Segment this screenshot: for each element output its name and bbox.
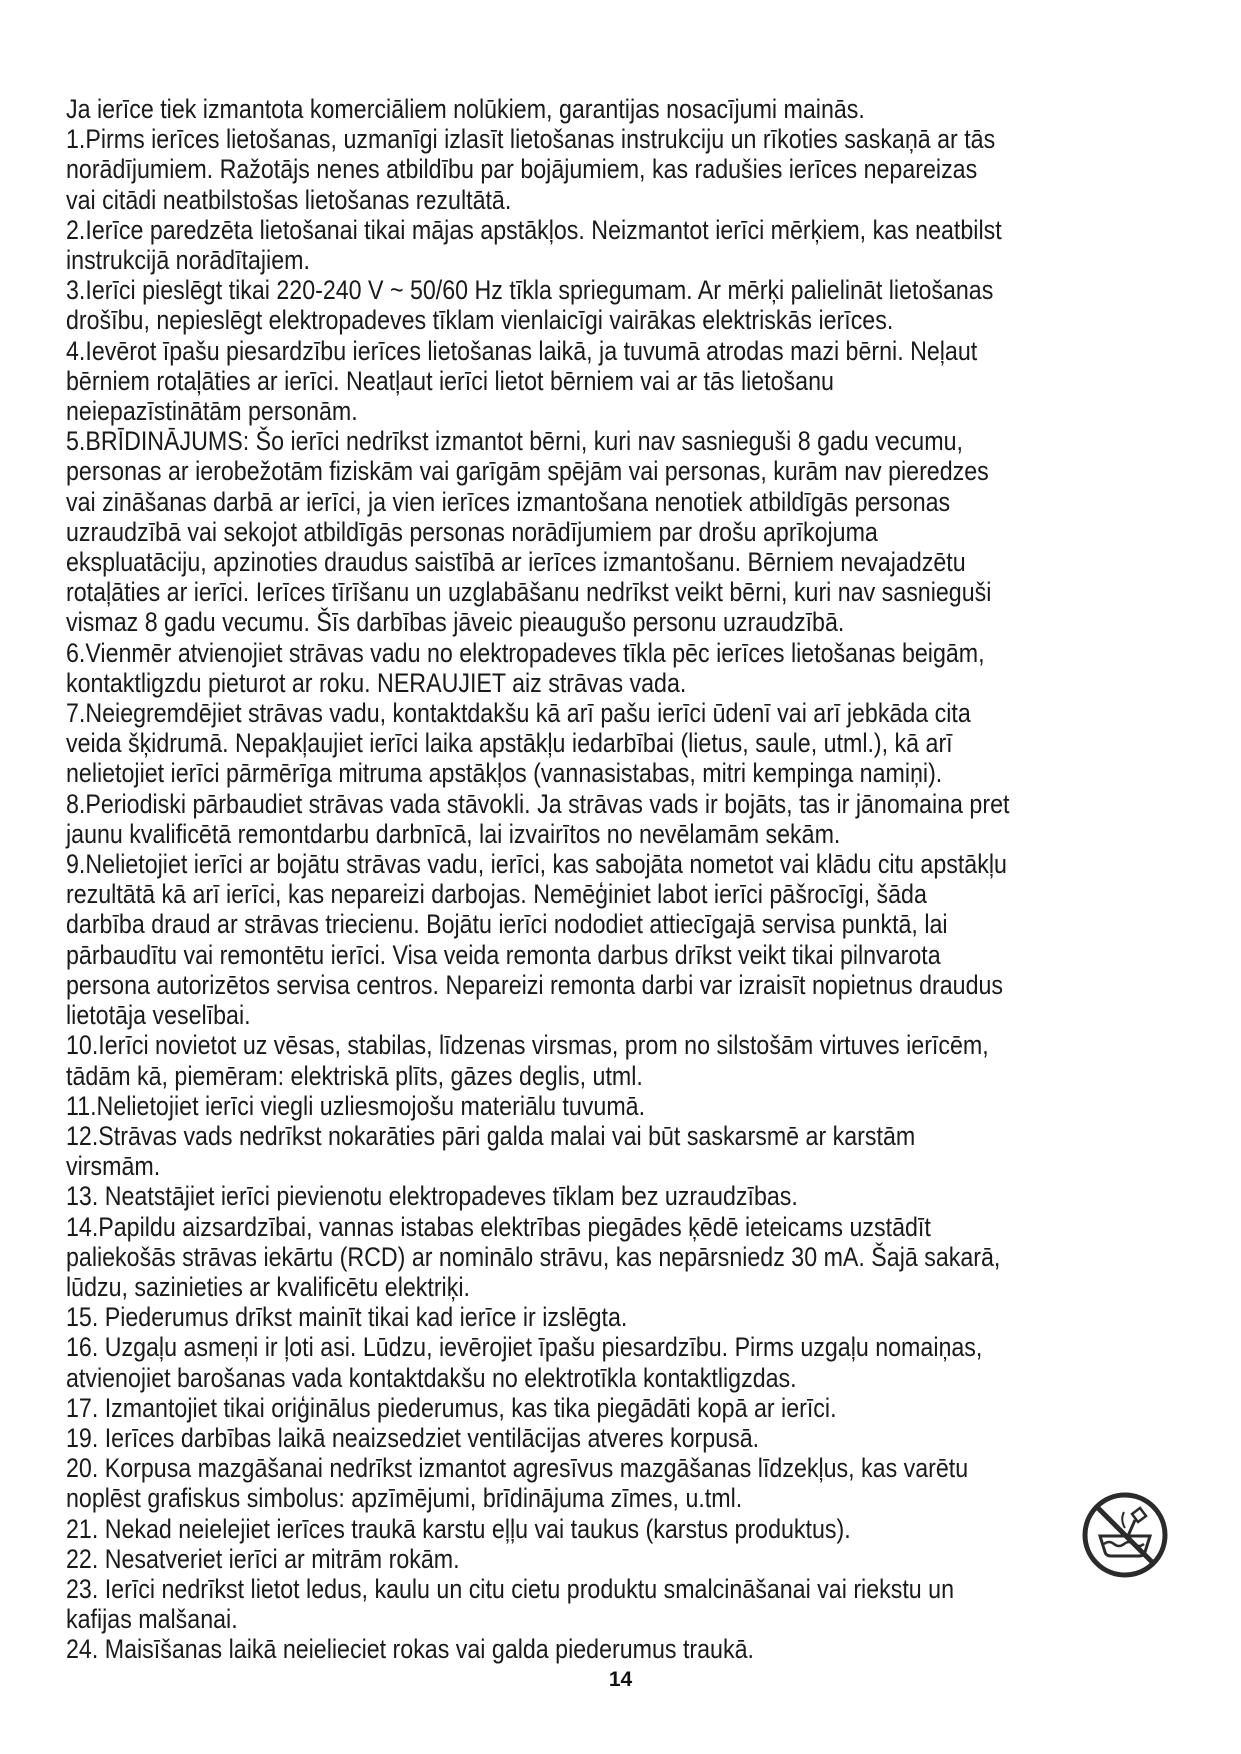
text-line: rotaļāties ar ierīci. Ierīces tīrīšanu un uzglabāšanu nedrīkst veikt bērni, kuri nav sasnieguši	[66, 577, 992, 608]
text-line: instrukcijā norādītajiem.	[66, 245, 310, 276]
text-line: paliekošās strāvas iekārtu (RCD) ar nominālo strāvu, kas nepārsniedz 30 mA. Šajā sakarā,	[66, 1241, 1001, 1272]
text-line: 21. Nekad neielejiet ierīces traukā karstu eļļu vai taukus (karstus produktus).	[66, 1513, 851, 1544]
text-line: noplēst grafiskus simbolus: apzīmējumi, brīdinājuma zīmes, u.tml.	[66, 1483, 743, 1514]
text-line: 1.Pirms ierīces lietošanas, uzmanīgi izlasīt lietošanas instrukciju un rīkoties saskaņā ar tās	[66, 124, 996, 155]
text-line: 3.Ierīci pieslēgt tikai 220-240 V ~ 50/60 Hz tīkla spriegumam. Ar mērķi palielināt lietošanas	[66, 275, 994, 306]
text-line: jaunu kvalificētā remontdarbu darbnīcā, lai izvairītos no nevēlamām sekām.	[66, 818, 841, 849]
text-line: kontaktligzdu pieturot ar roku. NERAUJIET aiz strāvas vada.	[66, 667, 687, 698]
manual-page	[66, 94, 1186, 1665]
text-line: veida šķidrumā. Nepakļaujiet ierīci laika apstākļu iedarbībai (lietus, saule, utml.), kā arī	[66, 728, 953, 759]
text-line: 2.Ierīce paredzēta lietošanai tikai mājas apstākļos. Neizmantot ierīci mērķiem, kas neatbilst	[66, 214, 1002, 245]
text-line: vai citādi neatbilstošas lietošanas rezultātā.	[66, 184, 512, 215]
text-line: 19. Ierīces darbības laikā neaizsedziet ventilācijas atveres korpusā.	[66, 1422, 760, 1453]
text-line: norādījumiem. Ražotājs nenes atbildību par bojājumiem, kas radušies ierīces nepareizas	[66, 154, 978, 185]
text-line: ekspluatāciju, apzinoties draudus saistībā ar ierīces izmantošanu. Bērniem nevajadzētu	[66, 547, 966, 578]
text-line: 5.BRĪDINĀJUMS: Šo ierīci nedrīkst izmantot bērni, kuri nav sasnieguši 8 gadu vecumu,	[66, 426, 963, 457]
text-line: 9.Nelietojiet ierīci ar bojātu strāvas vadu, ierīci, kas sabojāta nometot vai klādu citu apstākļu	[66, 849, 1007, 880]
text-line: tādām kā, piemēram: elektriskā plīts, gāzes deglis, utml.	[66, 1060, 643, 1091]
text-line: vismaz 8 gadu vecumu. Šīs darbības jāveic pieaugušo personu uzraudzībā.	[66, 607, 845, 638]
text-line: 23. Ierīci nedrīkst lietot ledus, kaulu un citu cietu produktu smalcināšanai vai riekstu un	[66, 1573, 954, 1604]
text-line: 4.Ievērot īpašu piesardzību ierīces lietošanas laikā, ja tuvumā atrodas mazi bērni. Neļaut	[66, 335, 978, 366]
text-line: 15. Piederumus drīkst mainīt tikai kad ierīce ir izslēgta.	[66, 1302, 628, 1333]
text-line: neiepazīstinātām personām.	[66, 396, 358, 427]
text-line: persona autorizētos servisa centros. Nepareizi remonta darbi var izraisīt nopietnus draudus	[66, 969, 1004, 1000]
text-line: drošību, nepieslēgt elektropadeves tīklam vienlaicīgi vairākas elektriskās ierīces.	[66, 305, 894, 336]
text-line: 11.Nelietojiet ierīci viegli uzliesmojošu materiālu tuvumā.	[66, 1090, 646, 1121]
page-number: 14	[608, 1668, 633, 1691]
text-line: Ja ierīce tiek izmantota komerciāliem nolūkiem, garantijas nosacījumi mainās.	[66, 94, 865, 124]
text-line: 10.Ierīci novietot uz vēsas, stabilas, līdzenas virsmas, prom no silstošām virtuves ierīcēm,	[66, 1030, 989, 1061]
text-line: rezultātā kā arī ierīci, kas nepareizi darbojas. Nemēģiniet labot ierīci pāšrocīgi, šāda	[66, 879, 927, 910]
safety-instructions-text	[66, 94, 1184, 1665]
text-line: 16. Uzgaļu asmeņi ir ļoti asi. Lūdzu, ievērojiet īpašu piesardzību. Pirms uzgaļu nomaiņas,	[66, 1332, 983, 1363]
text-line: 20. Korpusa mazgāšanai nedrīkst izmantot agresīvus mazgāšanas līdzekļus, kas varētu	[66, 1453, 969, 1484]
text-line: nelietojiet ierīci pārmērīga mitruma apstākļos (vannasistabas, mitri kempinga namiņi).	[66, 758, 943, 789]
text-line: 12.Strāvas vads nedrīkst nokarāties pāri galda malai vai būt saskarsmē ar karstām	[66, 1120, 916, 1151]
text-line: lūdzu, sazinieties ar kvalificētu elektriķi.	[66, 1271, 470, 1302]
text-line: 13. Neatstājiet ierīci pievienotu elektropadeves tīklam bez uzraudzības.	[66, 1181, 798, 1212]
text-line: 22. Nesatveriet ierīci ar mitrām rokām.	[66, 1543, 460, 1574]
text-line: 8.Periodiski pārbaudiet strāvas vada stāvokli. Ja strāvas vads ir bojāts, tas ir jānomaina pret	[66, 788, 1010, 819]
text-line: lietotāja veselībai.	[66, 1000, 251, 1031]
text-line: 14.Papildu aizsardzībai, vannas istabas elektrības piegādes ķēdē ieteicams uzstādīt	[66, 1211, 931, 1242]
no-water-immersion-icon	[1080, 1490, 1170, 1580]
text-line: vai zināšanas darbā ar ierīci, ja vien ierīces izmantošana nenotiek atbildīgās personas	[66, 486, 951, 517]
text-line: 24. Maisīšanas laikā neielieciet rokas vai galda piederumus traukā.	[66, 1634, 754, 1665]
text-line: 6.Vienmēr atvienojiet strāvas vadu no elektropadeves tīkla pēc ierīces lietošanas beigām,	[66, 637, 985, 668]
text-line: uzraudzībā vai sekojot atbildīgās personas norādījumiem par drošu aprīkojuma	[66, 516, 878, 547]
text-line: 7.Neiegremdējiet strāvas vadu, kontaktdakšu kā arī pašu ierīci ūdenī vai arī jebkāda cita	[66, 698, 971, 729]
text-line: darbība draud ar strāvas triecienu. Bojātu ierīci nododiet attiecīgajā servisa punktā, lai	[66, 909, 948, 940]
text-line: personas ar ierobežotām fiziskām vai garīgām spējām vai personas, kurām nav pieredzes	[66, 456, 989, 487]
text-line: atvienojiet barošanas vada kontaktdakšu no elektrotīkla kontaktligzdas.	[66, 1362, 797, 1393]
text-line: virsmām.	[66, 1151, 161, 1182]
text-line: kafijas malšanai.	[66, 1604, 238, 1635]
text-line: bērniem rotaļāties ar ierīci. Neatļaut ierīci lietot bērniem vai ar tās lietošanu	[66, 365, 834, 396]
text-line: pārbaudītu vai remontētu ierīci. Visa veida remonta darbus drīkst veikt tikai pilnvarota	[66, 939, 941, 970]
text-line: 17. Izmantojiet tikai oriģinālus piederumus, kas tika piegādāti kopā ar ierīci.	[66, 1392, 837, 1423]
